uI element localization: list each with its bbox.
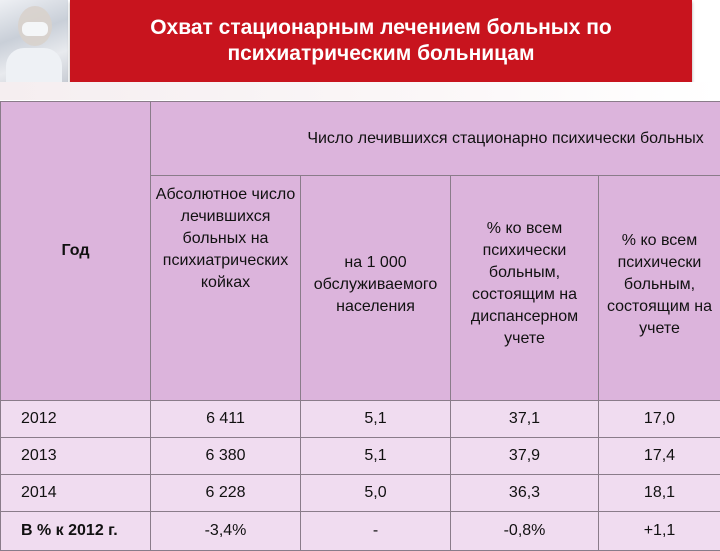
per-1000-cell: 5,1 — [301, 401, 451, 438]
pct-registered-cell: 17,4 — [599, 438, 720, 475]
per-1000-cell: - — [301, 512, 451, 551]
pct-dispensary-cell: 37,1 — [451, 401, 599, 438]
absolute-cell: 6 411 — [151, 401, 301, 438]
pct-registered-cell: 18,1 — [599, 475, 720, 512]
face-mask-shape — [22, 22, 48, 36]
table-row-change — [1, 512, 720, 551]
year-cell: 2012 — [1, 401, 151, 438]
pct-registered-cell: +1,1 — [599, 512, 720, 551]
pct-registered-column-header: % ко всем психически больным, состоящим на учете — [599, 176, 720, 401]
group-column-header — [151, 102, 720, 176]
statistics-table — [0, 101, 720, 551]
absolute-column-header: Абсолютное число лечившихся больных на психиатрических койках — [151, 176, 301, 401]
group-header-text: Число лечившихся стационарно психически больных — [151, 128, 720, 150]
pct-dispensary-cell: 36,3 — [451, 475, 599, 512]
pct-registered-cell: 17,0 — [599, 401, 720, 438]
absolute-cell: 6 228 — [151, 475, 301, 512]
per-1000-cell: 5,0 — [301, 475, 451, 512]
header-row-group — [1, 102, 720, 176]
page-title: Охват стационарным лечением больных по психиатрическим больницам — [146, 15, 616, 67]
table-row — [1, 475, 720, 512]
absolute-cell: 6 380 — [151, 438, 301, 475]
table-row — [1, 401, 720, 438]
table-row — [1, 438, 720, 475]
year-cell: 2014 — [1, 475, 151, 512]
pct-dispensary-column-header: % ко всем психически больным, состоящим на диспансерном учете — [451, 176, 599, 401]
year-cell: 2013 — [1, 438, 151, 475]
year-cell: В % к 2012 г. — [1, 512, 151, 551]
absolute-cell: -3,4% — [151, 512, 301, 551]
decorative-strip — [0, 82, 720, 100]
per-1000-column-header: на 1 000 обслуживаемого населения — [301, 176, 451, 401]
per-1000-cell: 5,1 — [301, 438, 451, 475]
pct-dispensary-cell: 37,9 — [451, 438, 599, 475]
pct-dispensary-cell: -0,8% — [451, 512, 599, 551]
year-column-header: Год — [1, 102, 151, 401]
title-banner — [70, 0, 692, 82]
